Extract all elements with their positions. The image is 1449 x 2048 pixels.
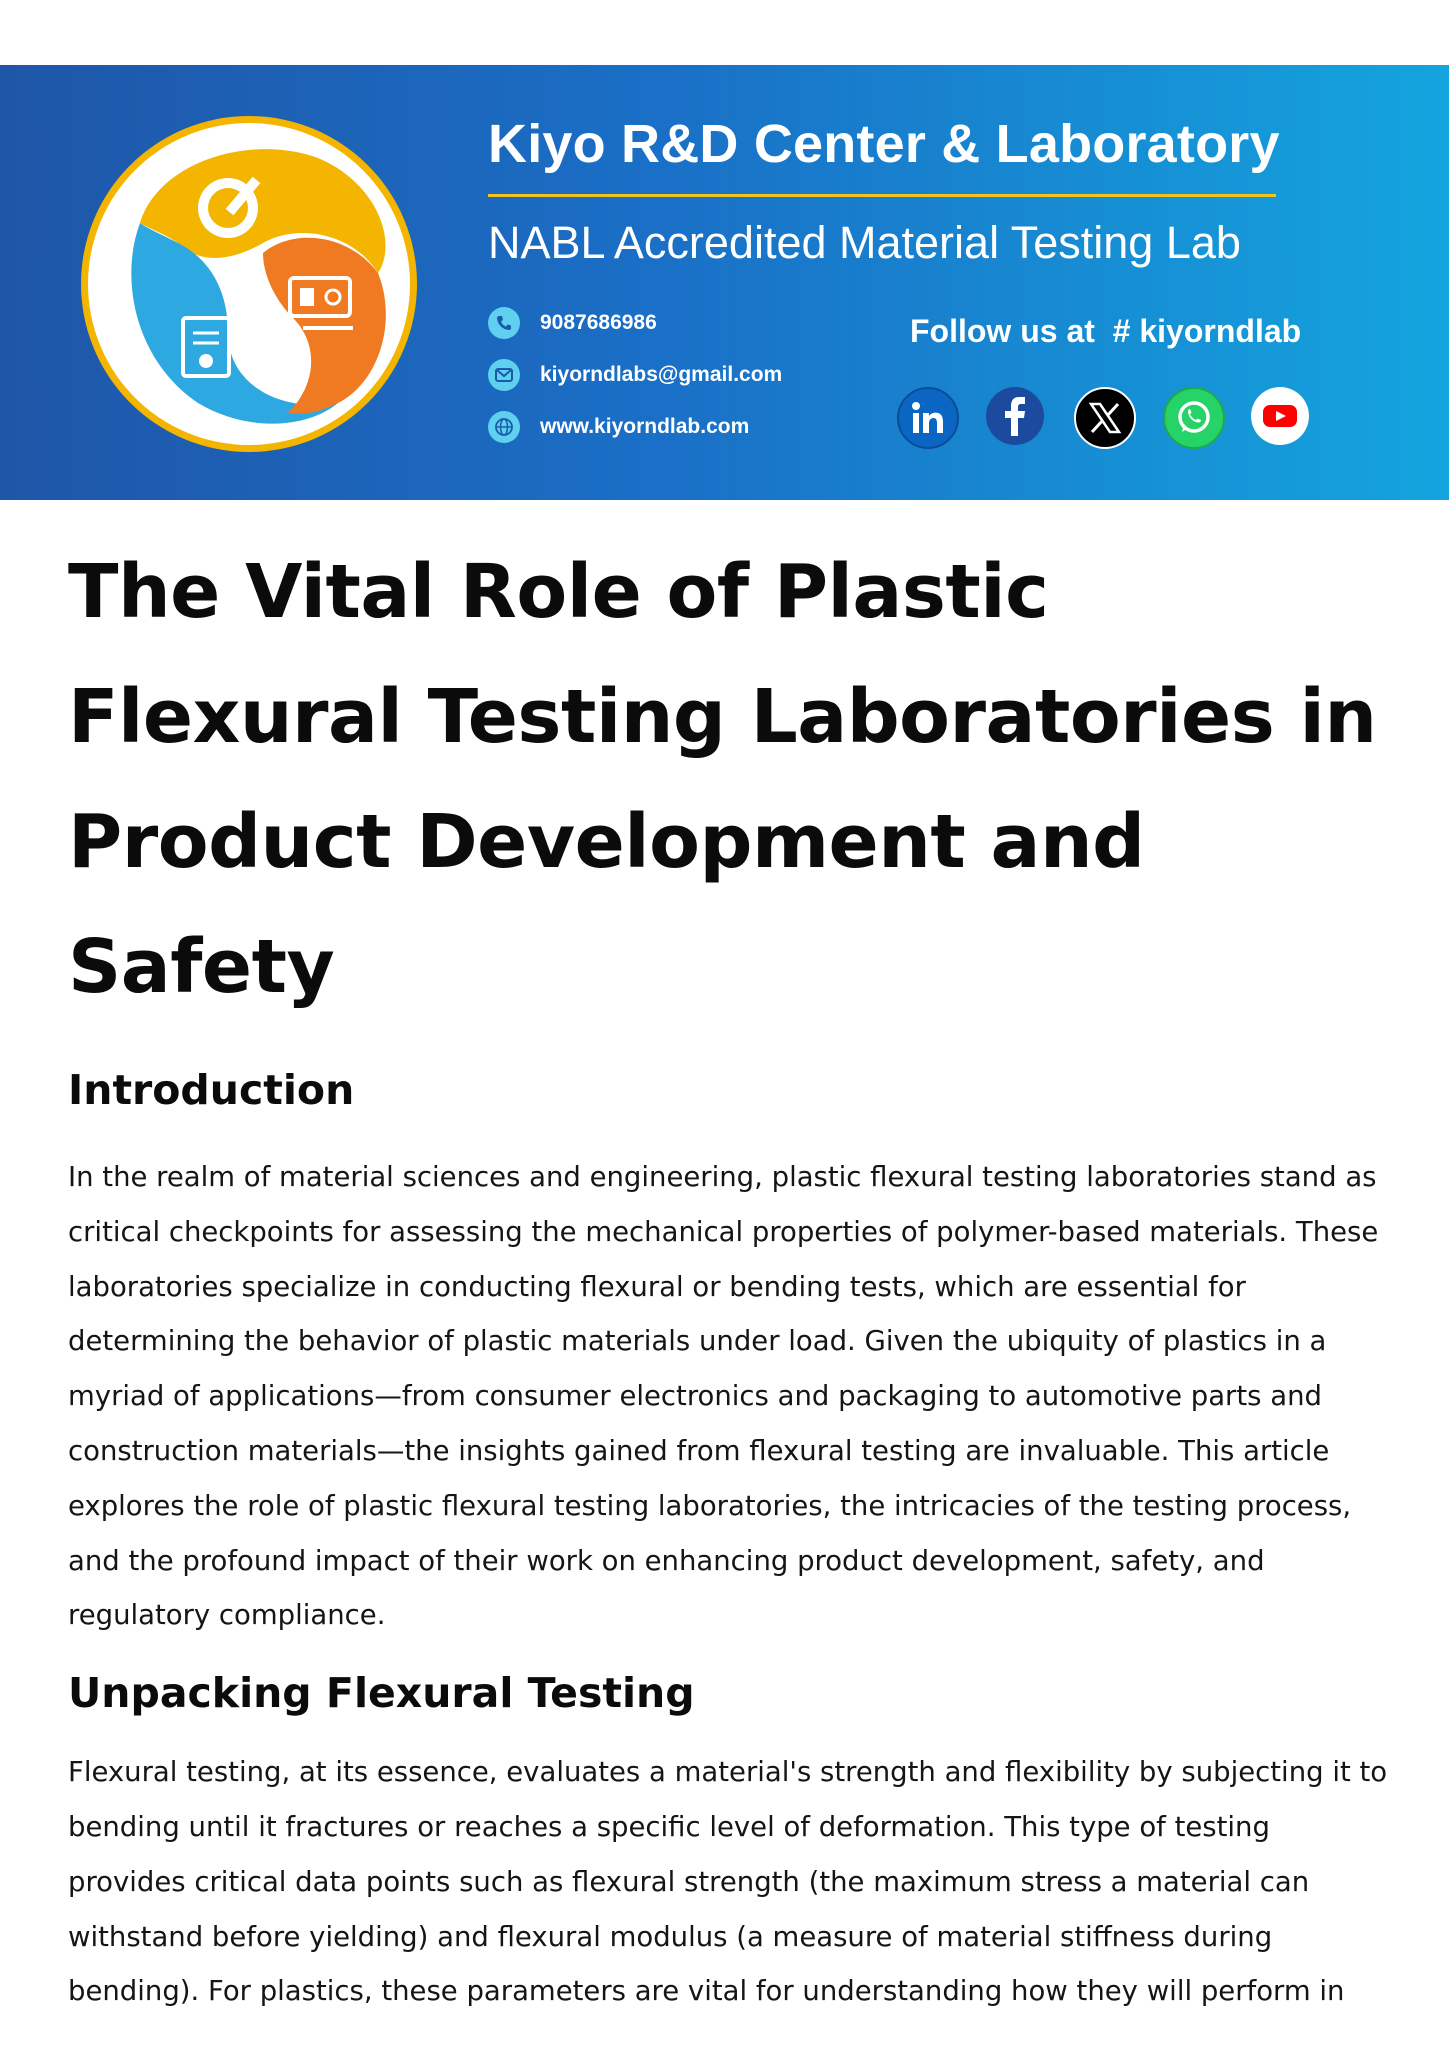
globe-icon — [488, 411, 520, 443]
section-body-introduction: In the realm of material sciences and engineering, plastic flexural testing laboratories stand as critical checkpoints for assessing the mechanical properties of polymer-based materials. These laboratories specialize in conducting flexural or bending tests, which are essential for determining the behavior of plastic materials under load. Given the ubiquity of plastics in a myriad of applications—from consumer electronics and packaging to automotive parts and construction materials—the insights gained from flexural testing are invaluable. This article explores the role of plastic flexural testing laboratories, the intricacies of the testing process, and the profound impact of their work on enhancing product development, safety, and regulatory compliance. — [68, 1161, 1379, 1632]
article — [68, 530, 1388, 2019]
follow-us-text: Follow us at # kiyorndlab — [910, 313, 1302, 349]
phone-icon — [488, 307, 520, 339]
youtube-icon[interactable] — [1251, 387, 1309, 445]
contact-phone[interactable] — [488, 307, 657, 339]
article-title: The Vital Role of Plastic Flexural Testing Laboratories in Product Development and Safety — [68, 549, 1377, 1010]
mail-icon — [488, 359, 520, 391]
lab-logo — [78, 113, 420, 455]
contact-phone-text: 9087686986 — [540, 311, 657, 334]
header-divider — [488, 194, 1276, 197]
section-heading-flexural-testing: Unpacking Flexural Testing — [68, 1669, 695, 1718]
x-icon[interactable] — [1074, 387, 1136, 449]
contact-email-text: kiyorndlabs@gmail.com — [540, 363, 783, 386]
section-heading-introduction: Introduction — [68, 1066, 355, 1114]
contact-email[interactable] — [488, 359, 782, 391]
facebook-icon[interactable] — [986, 387, 1044, 445]
contact-website-text: www.kiyorndlab.com — [540, 415, 750, 438]
org-name: Kiyo R&D Center & Laboratory — [488, 114, 1280, 174]
whatsapp-icon[interactable] — [1163, 387, 1225, 449]
linkedin-icon[interactable] — [897, 387, 959, 449]
org-tagline: NABL Accredited Material Testing Lab — [488, 217, 1241, 268]
section-body-flexural-testing: Flexural testing, at its essence, evaluates a material's strength and flexibility by subjecting it to bending until it fractures or reaches a specific level of deformation. This type of testing provides critical data points such as flexural strength (the maximum stress a material can withstand before yielding) and flexural modulus (a measure of material stiffness during bending). For plastics, these parameters are vital for understanding how they will perform in — [68, 1756, 1388, 2008]
contact-website[interactable] — [488, 411, 749, 443]
header-banner — [0, 65, 1449, 500]
